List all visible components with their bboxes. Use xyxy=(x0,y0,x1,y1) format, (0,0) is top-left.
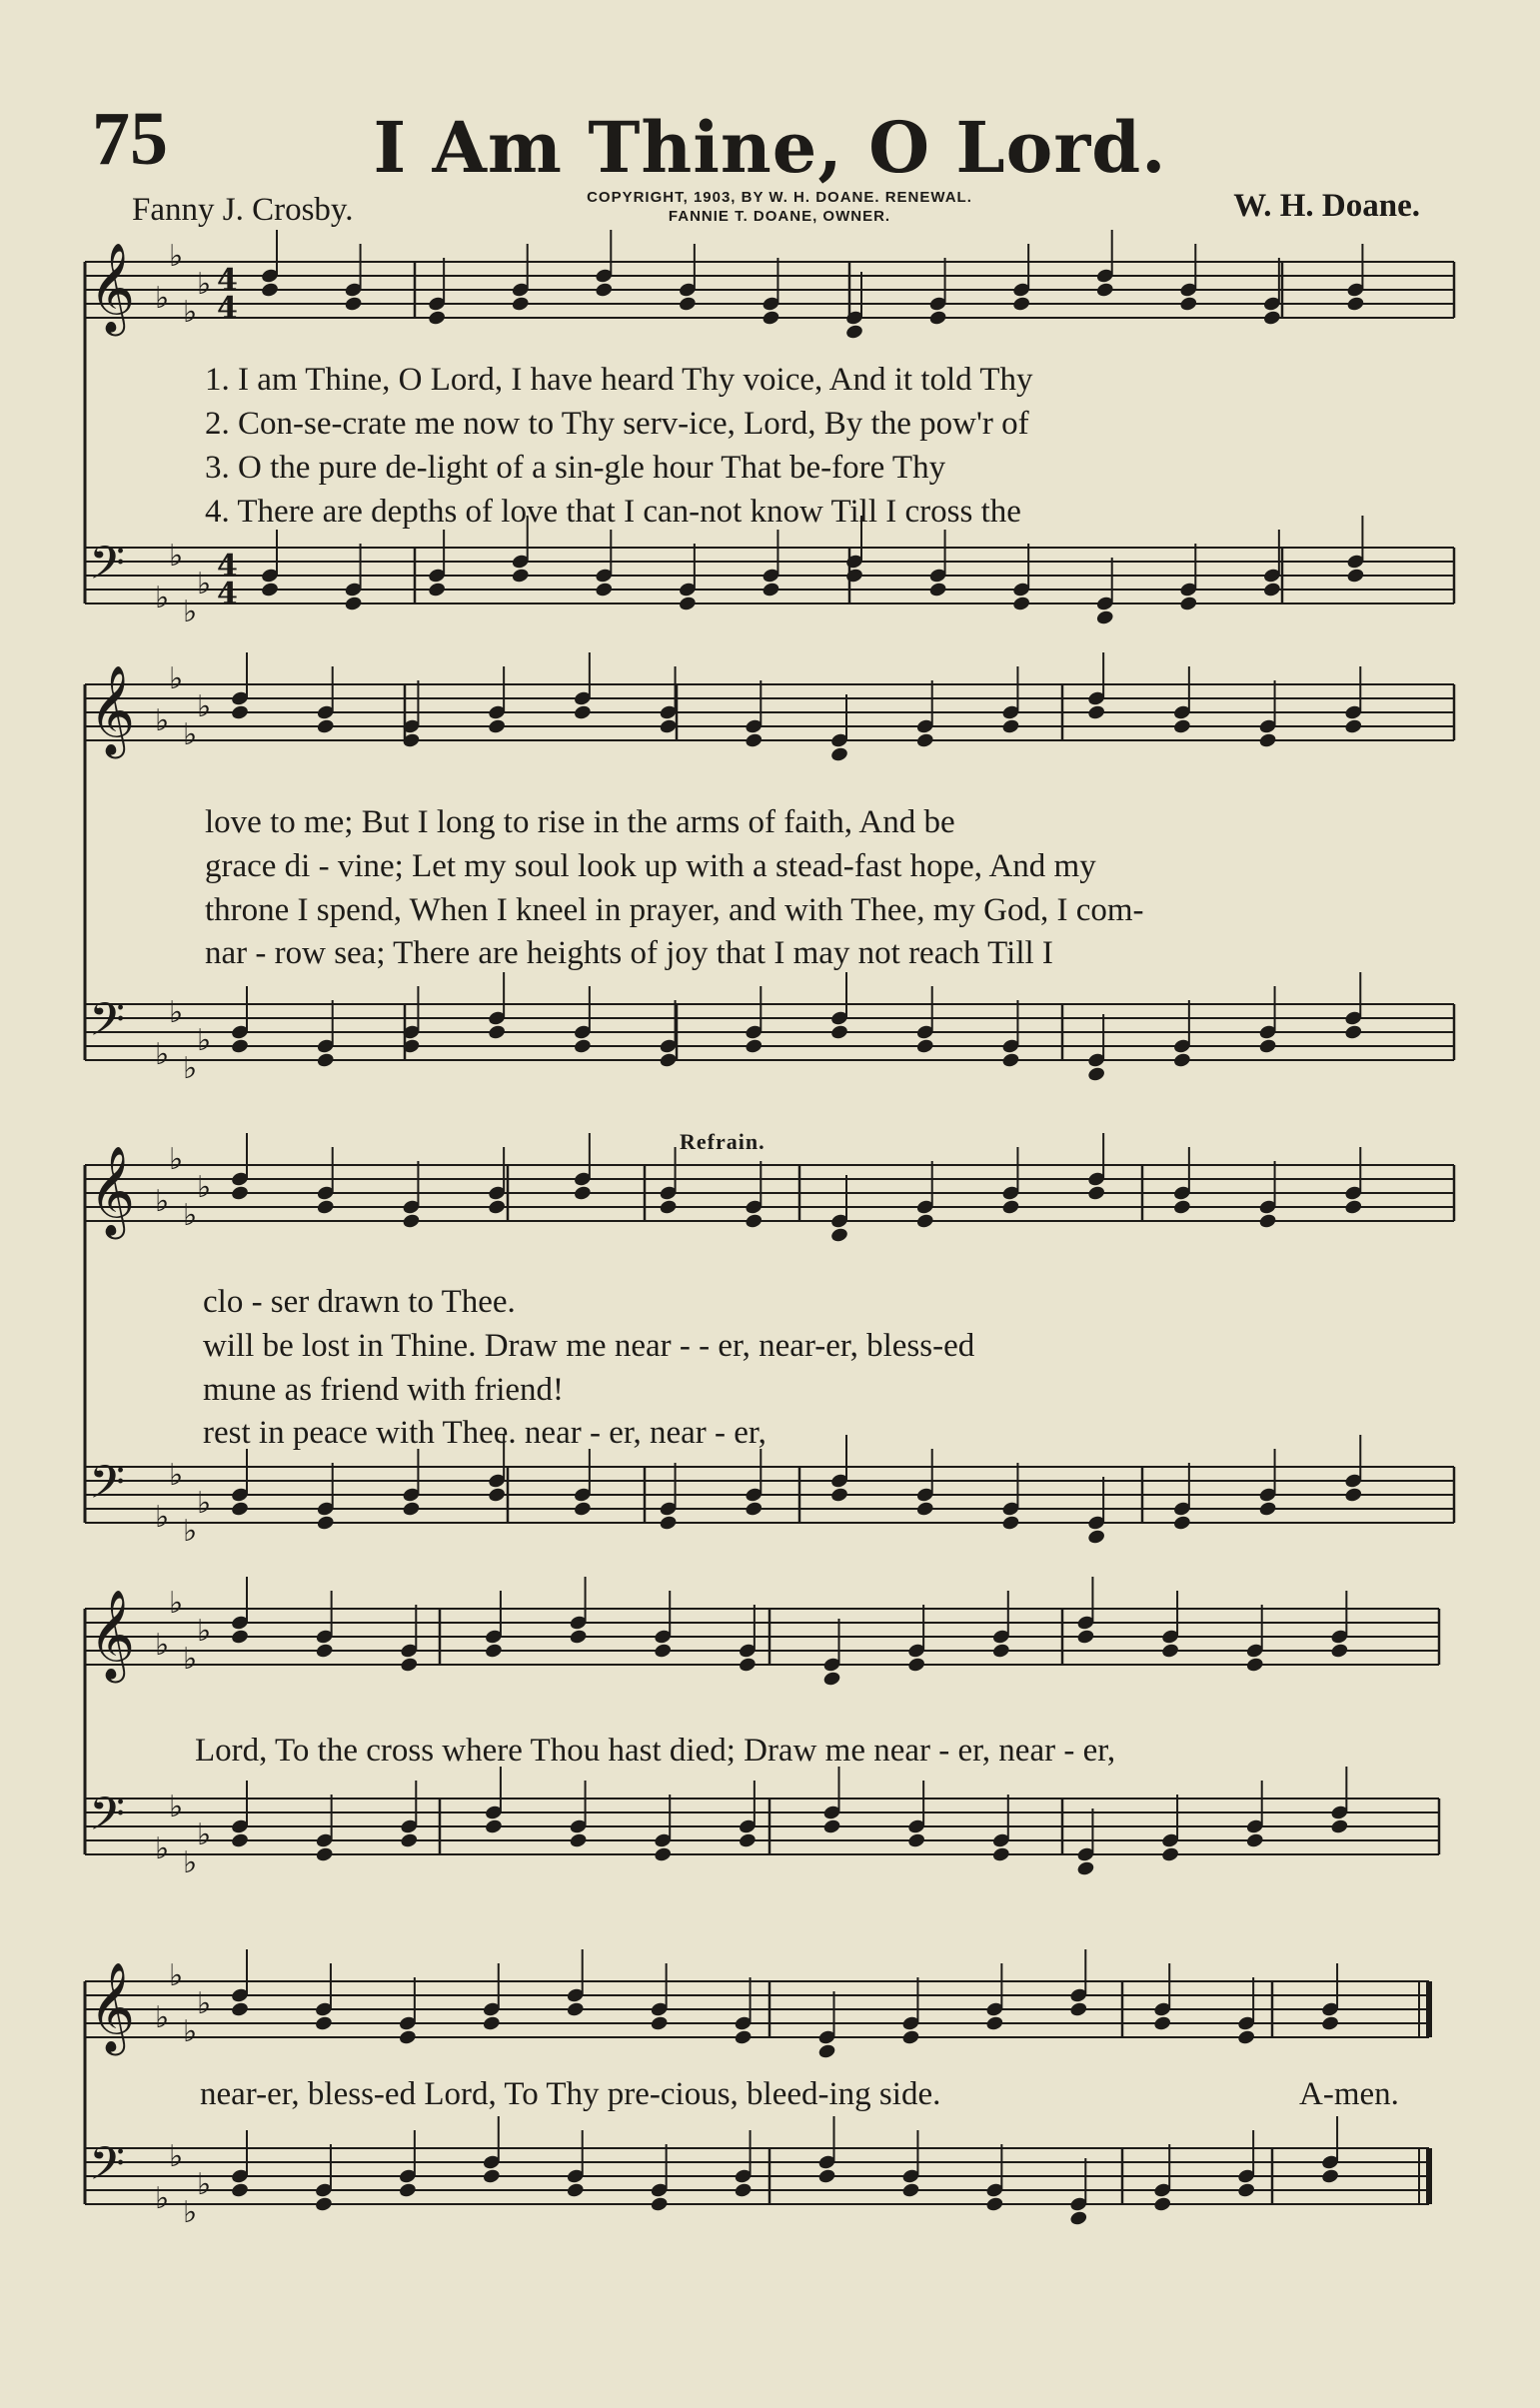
note-head xyxy=(1237,2029,1256,2046)
note-head xyxy=(745,732,764,749)
note-head xyxy=(822,1818,841,1835)
bass-clef: 𝄢 xyxy=(89,1456,126,1521)
note-head xyxy=(738,1832,757,1849)
note-head xyxy=(400,1657,419,1674)
flat-sign: ♭ xyxy=(155,1628,170,1663)
flat-sign: ♭ xyxy=(155,281,170,316)
flat-sign: ♭ xyxy=(183,295,198,330)
flat-sign: ♭ xyxy=(169,1458,184,1493)
note-head xyxy=(1012,296,1031,313)
note-head xyxy=(659,1052,678,1069)
note-head xyxy=(315,1846,334,1863)
note-head xyxy=(650,2196,669,2213)
note-head xyxy=(745,1501,764,1518)
note-head xyxy=(428,310,447,327)
note-head xyxy=(659,1199,678,1216)
note-head xyxy=(1237,2182,1256,2199)
note-head xyxy=(907,1657,926,1674)
note-head xyxy=(1012,596,1031,612)
verse-3-line-2: throne I spend, When I kneel in prayer, and with Thee, my God, I com- xyxy=(205,892,1144,928)
note-head xyxy=(595,282,614,299)
note-head xyxy=(915,1213,934,1230)
note-head xyxy=(1172,718,1191,735)
refrain-label: Refrain. xyxy=(680,1129,766,1154)
note-head xyxy=(915,1038,934,1055)
note-head xyxy=(230,1832,249,1849)
flat-sign: ♭ xyxy=(183,1051,198,1086)
flat-sign: ♭ xyxy=(183,2014,198,2049)
flat-sign: ♭ xyxy=(197,267,212,302)
flat-sign: ♭ xyxy=(155,2000,170,2035)
note-head xyxy=(482,2015,501,2032)
note-head xyxy=(316,1515,335,1532)
note-head xyxy=(1179,596,1198,612)
note-head xyxy=(428,582,447,599)
note-head xyxy=(488,1199,507,1216)
note-head xyxy=(1172,1199,1191,1216)
note-head xyxy=(1258,1213,1277,1230)
note-head xyxy=(678,596,697,612)
note-head xyxy=(344,296,363,313)
bass-clef: 𝄢 xyxy=(89,2137,126,2202)
flat-sign: ♭ xyxy=(169,1586,184,1621)
flat-sign: ♭ xyxy=(169,539,184,574)
hymn-title: I Am Thine, O Lord. xyxy=(373,106,1167,189)
note-head xyxy=(1344,1024,1363,1041)
flat-sign: ♭ xyxy=(155,581,170,615)
note-head xyxy=(1330,1818,1349,1835)
note-head xyxy=(1330,1643,1349,1660)
flat-sign: ♭ xyxy=(197,2167,212,2202)
treble-clef: 𝄞 xyxy=(89,243,136,333)
note-head xyxy=(1344,1199,1363,1216)
flat-sign: ♭ xyxy=(197,1486,212,1521)
note-head xyxy=(398,2182,417,2199)
note-head xyxy=(991,1846,1010,1863)
note-head xyxy=(1172,1515,1191,1532)
note-head xyxy=(659,718,678,735)
note-head xyxy=(901,2029,920,2046)
note-head xyxy=(817,2043,836,2060)
note-head xyxy=(402,1501,421,1518)
note-head xyxy=(991,1643,1010,1660)
note-head xyxy=(1346,568,1365,585)
treble-clef: 𝄞 xyxy=(89,1146,136,1236)
note-head xyxy=(907,1832,926,1849)
note-head xyxy=(985,2015,1004,2032)
note-head xyxy=(1069,2210,1088,2227)
note-head xyxy=(484,1818,503,1835)
note-head xyxy=(654,1643,673,1660)
note-head xyxy=(488,718,507,735)
note-head xyxy=(734,2029,753,2046)
note-head xyxy=(230,704,249,721)
note-head xyxy=(1001,1052,1020,1069)
note-head xyxy=(1245,1832,1264,1849)
note-head xyxy=(928,582,947,599)
flat-sign: ♭ xyxy=(183,595,198,629)
time-signature: 4 xyxy=(217,549,238,584)
verse-1-line-1: 1. I am Thine, O Lord, I have heard Thy voice, And it told Thy xyxy=(205,362,1033,398)
note-head xyxy=(901,2182,920,2199)
bass-clef: 𝄢 xyxy=(89,537,126,602)
bass-clef: 𝄢 xyxy=(89,993,126,1058)
flat-sign: ♭ xyxy=(183,717,198,752)
note-head xyxy=(829,1227,848,1244)
verse-3-line-1: 3. O the pure de-light of a sin-gle hour That be-fore Thy xyxy=(205,450,946,486)
note-head xyxy=(1262,310,1281,327)
note-head xyxy=(1245,1657,1264,1674)
note-head xyxy=(1179,296,1198,313)
note-head xyxy=(1258,1501,1277,1518)
note-head xyxy=(1069,2001,1088,2018)
note-head xyxy=(762,582,780,599)
note-head xyxy=(344,596,363,612)
note-head xyxy=(402,1213,421,1230)
note-head xyxy=(1258,1038,1277,1055)
flat-sign: ♭ xyxy=(155,1500,170,1535)
verse-4-line-3: rest in peace with Thee. near - er, near - er, xyxy=(203,1415,767,1451)
note-head xyxy=(1344,718,1363,735)
note-head xyxy=(230,2182,249,2199)
note-head xyxy=(316,1199,335,1216)
note-head xyxy=(316,1052,335,1069)
note-head xyxy=(1153,2196,1172,2213)
note-head xyxy=(1321,2015,1340,2032)
note-head xyxy=(822,1671,841,1688)
flat-sign: ♭ xyxy=(169,2139,184,2174)
note-head xyxy=(230,1501,249,1518)
flat-sign: ♭ xyxy=(155,1037,170,1072)
note-head xyxy=(829,1487,848,1504)
flat-sign: ♭ xyxy=(183,1198,198,1233)
flat-sign: ♭ xyxy=(197,1986,212,2021)
note-head xyxy=(1161,1846,1180,1863)
flat-sign: ♭ xyxy=(155,1184,170,1219)
time-signature: 4 xyxy=(217,263,238,298)
note-head xyxy=(488,1487,507,1504)
note-head xyxy=(260,582,279,599)
note-head xyxy=(829,1024,848,1041)
flat-sign: ♭ xyxy=(169,1958,184,1993)
copyright-line-2: FANNIE T. DOANE, OWNER. xyxy=(668,208,891,225)
verse-3-line-3: mune as friend with friend! xyxy=(203,1372,565,1408)
note-head xyxy=(659,1515,678,1532)
flat-sign: ♭ xyxy=(155,1831,170,1866)
note-head xyxy=(482,2168,501,2185)
time-signature: 4 xyxy=(217,291,238,326)
note-head xyxy=(1076,1629,1095,1646)
note-head xyxy=(573,1501,592,1518)
note-head xyxy=(985,2196,1004,2213)
verse-4-line-1: 4. There are depths of love that I can-not know Till I cross the xyxy=(205,494,1021,530)
note-head xyxy=(573,704,592,721)
flat-sign: ♭ xyxy=(197,1817,212,1852)
refrain-line-5: near-er, bless-ed Lord, To Thy pre-cious, bleed-ing side. xyxy=(200,2076,941,2112)
note-head xyxy=(488,1024,507,1041)
note-head xyxy=(1001,1199,1020,1216)
author-credit: Fanny J. Crosby. xyxy=(132,192,354,228)
verse-4-line-2: nar - row sea; There are heights of joy that I may not reach Till I xyxy=(205,935,1053,971)
note-head xyxy=(573,1038,592,1055)
note-head xyxy=(400,1832,419,1849)
note-head xyxy=(315,1643,334,1660)
note-head xyxy=(511,568,530,585)
verse-2-line-3: will be lost in Thine. Draw me near - - er, near-er, bless-ed xyxy=(203,1328,975,1364)
verse-1-line-2: love to me; But I long to rise in the arms of faith, And be xyxy=(205,804,955,840)
flat-sign: ♭ xyxy=(169,239,184,274)
hymn-number: 75 xyxy=(92,97,168,181)
note-head xyxy=(1262,582,1281,599)
note-head xyxy=(829,746,848,763)
note-head xyxy=(738,1657,757,1674)
bass-clef: 𝄢 xyxy=(89,1788,126,1852)
note-head xyxy=(1001,718,1020,735)
flat-sign: ♭ xyxy=(169,661,184,696)
note-head xyxy=(511,296,530,313)
note-head xyxy=(745,1038,764,1055)
note-head xyxy=(314,2015,333,2032)
note-head xyxy=(484,1643,503,1660)
note-head xyxy=(1161,1643,1180,1660)
note-head xyxy=(650,2015,669,2032)
note-head xyxy=(928,310,947,327)
flat-sign: ♭ xyxy=(155,703,170,738)
note-head xyxy=(734,2182,753,2199)
note-head xyxy=(595,582,614,599)
flat-sign: ♭ xyxy=(197,567,212,602)
note-head xyxy=(230,2001,249,2018)
time-signature: 4 xyxy=(217,577,238,611)
note-head xyxy=(1346,296,1365,313)
note-head xyxy=(566,2001,585,2018)
flat-sign: ♭ xyxy=(197,689,212,724)
amen-text: A-men. xyxy=(1299,2076,1399,2112)
verse-2-line-2: grace di - vine; Let my soul look up with a stead-fast hope, And my xyxy=(205,848,1096,884)
note-head xyxy=(566,2182,585,2199)
note-head xyxy=(745,1213,764,1230)
note-head xyxy=(817,2168,836,2185)
note-head xyxy=(1087,1066,1106,1083)
treble-clef: 𝄞 xyxy=(89,1962,136,2052)
verse-1-line-3: clo - ser drawn to Thee. xyxy=(203,1284,516,1320)
note-head xyxy=(230,1185,249,1202)
note-head xyxy=(1258,732,1277,749)
flat-sign: ♭ xyxy=(169,995,184,1030)
note-head xyxy=(762,310,780,327)
treble-clef: 𝄞 xyxy=(89,1590,136,1680)
flat-sign: ♭ xyxy=(183,1514,198,1549)
flat-sign: ♭ xyxy=(197,1023,212,1058)
note-head xyxy=(1095,609,1114,626)
note-head xyxy=(1321,2168,1340,2185)
note-head xyxy=(569,1629,588,1646)
treble-clef: 𝄞 xyxy=(89,665,136,755)
note-head xyxy=(678,296,697,313)
note-head xyxy=(654,1846,673,1863)
note-head xyxy=(569,1832,588,1849)
flat-sign: ♭ xyxy=(183,1642,198,1677)
note-head xyxy=(1172,1052,1191,1069)
refrain-line-4: Lord, To the cross where Thou hast died; Draw me near - er, near - er, xyxy=(195,1733,1116,1769)
note-head xyxy=(1076,1860,1095,1877)
flat-sign: ♭ xyxy=(197,1170,212,1205)
flat-sign: ♭ xyxy=(197,1614,212,1649)
flat-sign: ♭ xyxy=(183,1845,198,1880)
note-head xyxy=(398,2029,417,2046)
note-head xyxy=(1344,1487,1363,1504)
composer-credit: W. H. Doane. xyxy=(1233,188,1420,224)
note-head xyxy=(316,718,335,735)
note-head xyxy=(230,1629,249,1646)
note-head xyxy=(844,568,863,585)
flat-sign: ♭ xyxy=(155,2181,170,2216)
note-head xyxy=(260,282,279,299)
copyright-line-1: COPYRIGHT, 1903, BY W. H. DOANE. RENEWAL. xyxy=(587,189,972,206)
note-head xyxy=(573,1185,592,1202)
note-head xyxy=(314,2196,333,2213)
flat-sign: ♭ xyxy=(183,2195,198,2230)
note-head xyxy=(1001,1515,1020,1532)
note-head xyxy=(1087,1185,1106,1202)
note-head xyxy=(1095,282,1114,299)
note-head xyxy=(1087,1529,1106,1546)
note-head xyxy=(915,732,934,749)
flat-sign: ♭ xyxy=(169,1790,184,1824)
verse-2-line-1: 2. Con-se-crate me now to Thy serv-ice, Lord, By the pow'r of xyxy=(205,406,1029,442)
note-head xyxy=(1087,704,1106,721)
note-head xyxy=(844,324,863,341)
note-head xyxy=(1153,2015,1172,2032)
note-head xyxy=(915,1501,934,1518)
note-head xyxy=(230,1038,249,1055)
flat-sign: ♭ xyxy=(169,1142,184,1177)
